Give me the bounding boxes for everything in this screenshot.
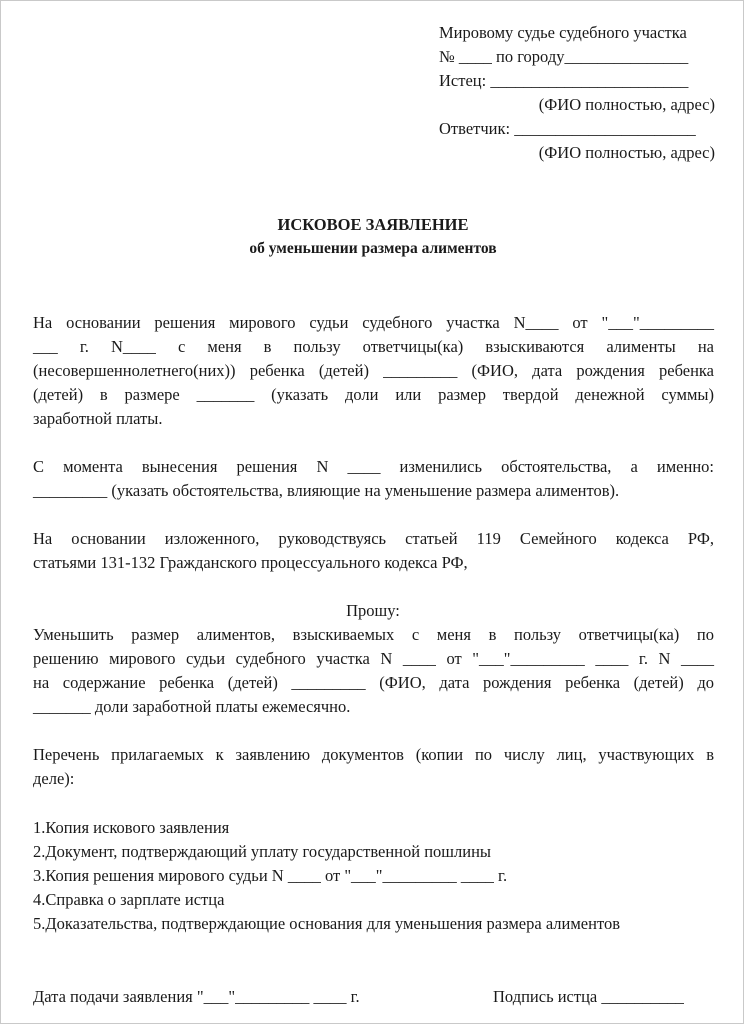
paragraph-line: на содержание ребенка (детей) _________ (ФИО, дата рождения ребенка (детей) до xyxy=(33,673,714,692)
paragraph-attachments-intro xyxy=(33,743,714,791)
attachment-item: 1.Копия искового заявления xyxy=(33,818,230,837)
paragraph-line: Перечень прилагаемых к заявлению документов (копии по числу лиц, участвующих в xyxy=(33,745,714,764)
paragraph-line: деле): xyxy=(33,769,75,788)
paragraph-line: Уменьшить размер алиментов, взыскиваемых с меня в пользу ответчицы(ка) по xyxy=(33,625,714,644)
filing-date: Дата подачи заявления "___"_________ ____ г. xyxy=(33,987,360,1006)
paragraph-line: статьями 131-132 Гражданского процессуального кодекса РФ, xyxy=(33,553,468,572)
paragraph-line: На основании изложенного, руководствуясь статьей 119 Семейного кодекса РФ, xyxy=(33,529,714,548)
paragraph-line: (несовершеннолетнего(них)) ребенка (детей) _________ (ФИО, дата рождения ребенка xyxy=(33,361,714,380)
paragraph-line: (детей) в размере _______ (указать доли или размер твердой денежной суммы) xyxy=(33,385,714,404)
attachment-item: 2.Документ, подтверждающий уплату государственной пошлины xyxy=(33,842,491,861)
addressee-court: Мировому судье судебного участка xyxy=(439,23,687,42)
attachment-item: 3.Копия решения мирового судьи N ____ от "___"_________ ____ г. xyxy=(33,866,508,885)
paragraph-line: ___ г. N____ с меня в пользу ответчицы(ка) взыскиваются алименты на xyxy=(33,337,714,356)
plaintiff-field: Истец: ________________________ xyxy=(439,71,689,90)
document-title: ИСКОВОЕ ЗАЯВЛЕНИЕ xyxy=(277,215,469,234)
paragraph-line: решению мирового судьи судебного участка N ____ от "___"_________ ____ г. N ____ xyxy=(33,649,714,668)
attachment-item: 5.Доказательства, подтверждающие основания для уменьшения размера алиментов xyxy=(33,914,620,933)
attachments-list xyxy=(33,816,723,936)
addressee-block xyxy=(439,21,715,165)
paragraph-request xyxy=(33,623,714,719)
paragraph-basis xyxy=(33,311,714,431)
plaintiff-signature: Подпись истца __________ xyxy=(493,987,684,1006)
paragraph-line: На основании решения мирового судьи судебного участка N____ от "___"_________ xyxy=(33,313,714,332)
document-subtitle: об уменьшении размера алиментов xyxy=(249,240,497,257)
defendant-hint: (ФИО полностью, адрес) xyxy=(538,143,715,162)
attachment-item: 4.Справка о зарплате истца xyxy=(33,890,225,909)
paragraph-line: _______ доли заработной платы ежемесячно. xyxy=(33,697,351,716)
defendant-field: Ответчик: ______________________ xyxy=(439,119,696,138)
request-heading: Прошу: xyxy=(346,601,400,620)
addressee-court-number: № ____ по городу_______________ xyxy=(439,47,689,66)
paragraph-line: С момента вынесения решения N ____ изменились обстоятельства, а именно: xyxy=(33,457,714,476)
paragraph-line: заработной платы. xyxy=(33,409,163,428)
paragraph-circumstances xyxy=(33,455,714,503)
paragraph-legal-basis xyxy=(33,527,714,575)
plaintiff-hint: (ФИО полностью, адрес) xyxy=(538,95,715,114)
paragraph-line: _________ (указать обстоятельства, влияющие на уменьшение размера алиментов). xyxy=(33,481,620,500)
